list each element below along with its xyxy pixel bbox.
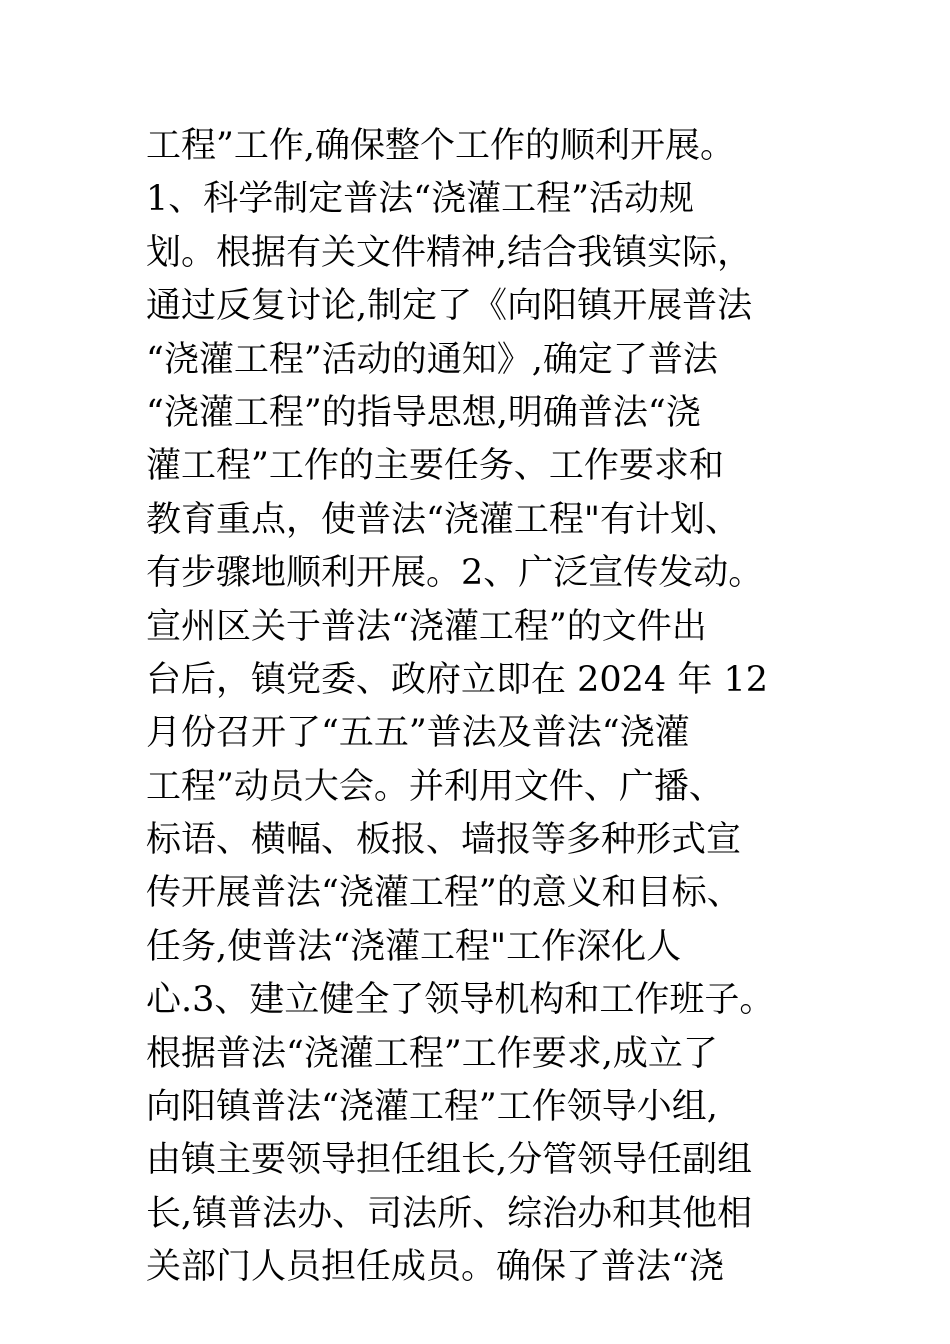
text-line: 月份召开了“五五”普法及普法“浇灌 — [146, 713, 690, 754]
text-line: 工程”动员大会。并利用文件、广播、 — [146, 766, 724, 807]
text-line: 关部门人员担任成员。确保了普法“浇 — [146, 1247, 724, 1288]
text-line: 通过反复讨论,制定了《向阳镇开展普法 — [146, 286, 753, 327]
text-line: 心.3、建立健全了领导机构和工作班子。 — [146, 980, 775, 1021]
text-line: 由镇主要领导担任组长,分管领导任副组 — [146, 1140, 753, 1181]
text-line: 有步骤地顺利开展。2、广泛宣传发动。 — [146, 553, 764, 594]
text-line: 根据普法“浇灌工程”工作要求,成立了 — [146, 1033, 718, 1074]
text-line: “浇灌工程”的指导思想,明确普法“浇 — [146, 392, 701, 433]
text-line: 长,镇普法办、司法所、综治办和其他相 — [146, 1193, 753, 1234]
text-line: 1、科学制定普法“浇灌工程”活动规 — [146, 179, 695, 220]
body-text — [146, 120, 836, 1295]
text-line: “浇灌工程”活动的通知》,确定了普法 — [146, 339, 718, 380]
text-line: 台后，镇党委、政府立即在 2024 年 12 — [146, 659, 768, 700]
text-line: 灌工程”工作的主要任务、工作要求和 — [146, 446, 724, 487]
text-line: 划。根据有关文件精神,结合我镇实际， — [146, 232, 753, 273]
text-line: 传开展普法“浇灌工程”的意义和目标、 — [146, 873, 742, 914]
text-line: 向阳镇普法“浇灌工程”工作领导小组, — [146, 1087, 718, 1128]
text-line: 工程”工作,确保整个工作的顺利开展。 — [146, 126, 736, 166]
text-line: 任务,使普法“浇灌工程"工作深化人 — [146, 926, 682, 967]
text-line: 标语、横幅、板报、墙报等多种形式宣 — [146, 820, 742, 861]
text-line: 教育重点，使普法“浇灌工程"有计划、 — [146, 499, 740, 540]
text-line: 宣州区关于普法“浇灌工程”的文件出 — [146, 606, 707, 647]
